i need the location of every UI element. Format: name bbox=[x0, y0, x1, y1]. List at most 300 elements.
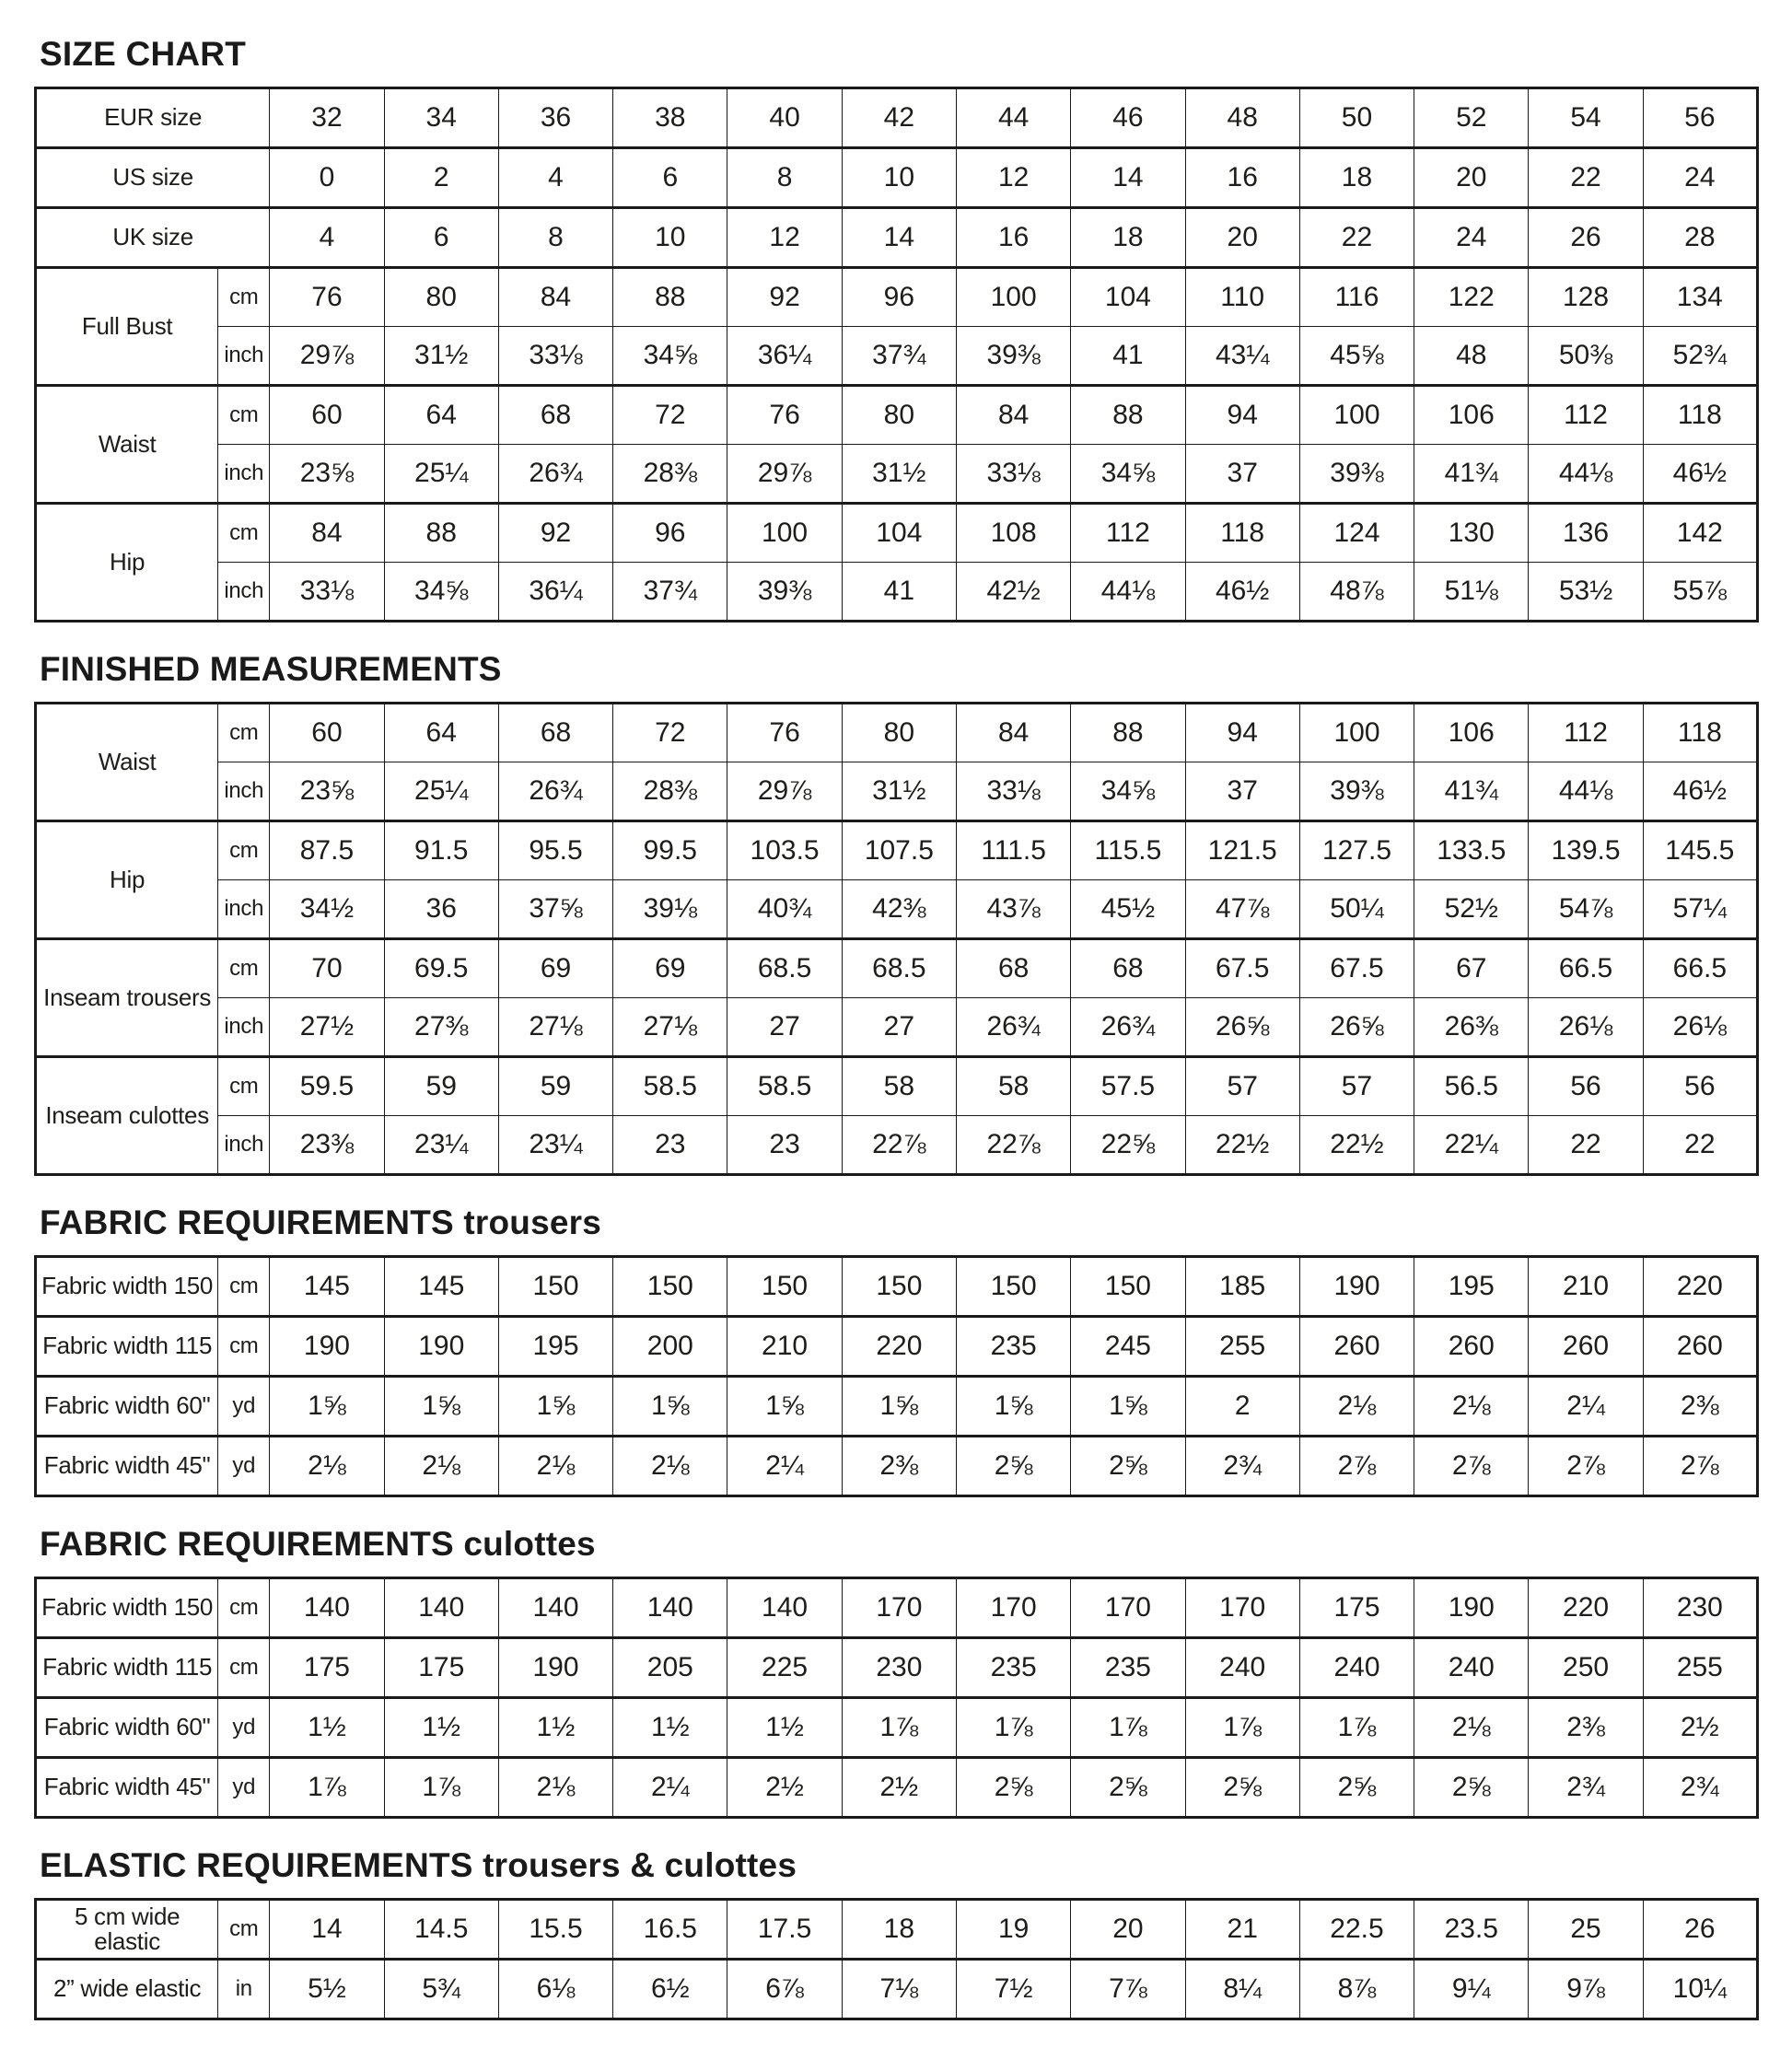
row-label: 2” wide elastic bbox=[36, 1960, 218, 2019]
value-cell: 26¾ bbox=[957, 998, 1071, 1057]
value-cell: 240 bbox=[1185, 1638, 1299, 1698]
measurement-table bbox=[34, 702, 1759, 1176]
measurement-table bbox=[34, 87, 1759, 623]
value-cell: 1⅞ bbox=[957, 1698, 1071, 1758]
value-cell: 260 bbox=[1529, 1317, 1643, 1377]
value-cell: 2¼ bbox=[727, 1437, 842, 1496]
value-cell: 170 bbox=[1071, 1578, 1185, 1638]
value-cell: 150 bbox=[613, 1257, 727, 1317]
value-cell: 22⅞ bbox=[842, 1116, 956, 1175]
value-cell: 107.5 bbox=[842, 821, 956, 880]
value-cell: 16.5 bbox=[613, 1900, 727, 1960]
value-cell: 100 bbox=[727, 504, 842, 563]
unit-label: inch bbox=[218, 880, 270, 939]
value-cell: 103.5 bbox=[727, 821, 842, 880]
value-cell: 26¾ bbox=[498, 445, 612, 504]
value-cell: 26 bbox=[1643, 1900, 1757, 1960]
value-cell: 20 bbox=[1071, 1900, 1185, 1960]
value-cell: 34⅝ bbox=[1071, 762, 1185, 821]
value-cell: 23.5 bbox=[1414, 1900, 1529, 1960]
value-cell: 104 bbox=[1071, 268, 1185, 327]
value-cell: 28 bbox=[1643, 208, 1757, 268]
value-cell: 5½ bbox=[270, 1960, 384, 2019]
value-cell: 42½ bbox=[957, 563, 1071, 622]
value-cell: 25¼ bbox=[384, 762, 498, 821]
value-cell: 27½ bbox=[270, 998, 384, 1057]
value-cell: 45½ bbox=[1071, 880, 1185, 939]
row-label: Fabric width 150 bbox=[36, 1257, 218, 1317]
value-cell: 2⅛ bbox=[384, 1437, 498, 1496]
value-cell: 44 bbox=[957, 88, 1071, 148]
table-row bbox=[36, 821, 1758, 880]
value-cell: 45⅝ bbox=[1299, 327, 1414, 386]
value-cell: 68.5 bbox=[842, 939, 956, 998]
value-cell: 170 bbox=[1185, 1578, 1299, 1638]
value-cell: 23¼ bbox=[498, 1116, 612, 1175]
value-cell: 50¼ bbox=[1299, 880, 1414, 939]
value-cell: 58.5 bbox=[727, 1057, 842, 1116]
value-cell: 41 bbox=[1071, 327, 1185, 386]
value-cell: 2⅜ bbox=[1643, 1377, 1757, 1437]
value-cell: 190 bbox=[384, 1317, 498, 1377]
value-cell: 27⅛ bbox=[498, 998, 612, 1057]
value-cell: 190 bbox=[1299, 1257, 1414, 1317]
section bbox=[34, 1204, 1759, 1497]
value-cell: 2⅛ bbox=[498, 1758, 612, 1818]
value-cell: 2⅛ bbox=[1414, 1698, 1529, 1758]
value-cell: 12 bbox=[957, 148, 1071, 208]
value-cell: 220 bbox=[1529, 1578, 1643, 1638]
value-cell: 69 bbox=[498, 939, 612, 998]
value-cell: 1⅝ bbox=[498, 1377, 612, 1437]
value-cell: 72 bbox=[613, 704, 727, 762]
value-cell: 230 bbox=[842, 1638, 956, 1698]
row-label: Inseam trousers bbox=[36, 939, 218, 1057]
unit-label: inch bbox=[218, 445, 270, 504]
value-cell: 128 bbox=[1529, 268, 1643, 327]
value-cell: 112 bbox=[1529, 386, 1643, 445]
value-cell: 69 bbox=[613, 939, 727, 998]
value-cell: 2¾ bbox=[1529, 1758, 1643, 1818]
value-cell: 99.5 bbox=[613, 821, 727, 880]
value-cell: 14.5 bbox=[384, 1900, 498, 1960]
value-cell: 76 bbox=[727, 386, 842, 445]
value-cell: 140 bbox=[384, 1578, 498, 1638]
value-cell: 250 bbox=[1529, 1638, 1643, 1698]
value-cell: 142 bbox=[1643, 504, 1757, 563]
value-cell: 10 bbox=[842, 148, 956, 208]
value-cell: 43⅞ bbox=[957, 880, 1071, 939]
value-cell: 91.5 bbox=[384, 821, 498, 880]
value-cell: 22⅞ bbox=[957, 1116, 1071, 1175]
value-cell: 39⅜ bbox=[1299, 762, 1414, 821]
value-cell: 14 bbox=[1071, 148, 1185, 208]
table-row bbox=[36, 939, 1758, 998]
value-cell: 4 bbox=[270, 208, 384, 268]
value-cell: 235 bbox=[957, 1317, 1071, 1377]
value-cell: 175 bbox=[1299, 1578, 1414, 1638]
value-cell: 2⅝ bbox=[1185, 1758, 1299, 1818]
unit-label: cm bbox=[218, 1900, 270, 1960]
value-cell: 26¾ bbox=[498, 762, 612, 821]
value-cell: 124 bbox=[1299, 504, 1414, 563]
value-cell: 58.5 bbox=[613, 1057, 727, 1116]
value-cell: 140 bbox=[613, 1578, 727, 1638]
value-cell: 50 bbox=[1299, 88, 1414, 148]
section-title: ELASTIC REQUIREMENTS trousers & culottes bbox=[40, 1846, 797, 1884]
value-cell: 8⅞ bbox=[1299, 1960, 1414, 2019]
value-cell: 68 bbox=[498, 386, 612, 445]
unit-label: cm bbox=[218, 939, 270, 998]
table-row bbox=[36, 880, 1758, 939]
value-cell: 80 bbox=[384, 268, 498, 327]
unit-label: inch bbox=[218, 762, 270, 821]
value-cell: 112 bbox=[1071, 504, 1185, 563]
unit-label: yd bbox=[218, 1698, 270, 1758]
value-cell: 6⅛ bbox=[498, 1960, 612, 2019]
value-cell: 51⅛ bbox=[1414, 563, 1529, 622]
value-cell: 2⅞ bbox=[1643, 1437, 1757, 1496]
value-cell: 67.5 bbox=[1299, 939, 1414, 998]
value-cell: 21 bbox=[1185, 1900, 1299, 1960]
value-cell: 2½ bbox=[842, 1758, 956, 1818]
unit-label: cm bbox=[218, 504, 270, 563]
value-cell: 2⅝ bbox=[957, 1758, 1071, 1818]
unit-label: cm bbox=[218, 821, 270, 880]
unit-label: cm bbox=[218, 1317, 270, 1377]
value-cell: 17.5 bbox=[727, 1900, 842, 1960]
value-cell: 70 bbox=[270, 939, 384, 998]
unit-label: inch bbox=[218, 998, 270, 1057]
value-cell: 92 bbox=[727, 268, 842, 327]
value-cell: 59.5 bbox=[270, 1057, 384, 1116]
value-cell: 118 bbox=[1643, 386, 1757, 445]
value-cell: 64 bbox=[384, 386, 498, 445]
value-cell: 32 bbox=[270, 88, 384, 148]
value-cell: 6 bbox=[384, 208, 498, 268]
value-cell: 26⅝ bbox=[1299, 998, 1414, 1057]
value-cell: 2⅝ bbox=[1071, 1758, 1185, 1818]
value-cell: 53½ bbox=[1529, 563, 1643, 622]
value-cell: 36 bbox=[498, 88, 612, 148]
row-label: Fabric width 60" bbox=[36, 1377, 218, 1437]
value-cell: 150 bbox=[1071, 1257, 1185, 1317]
value-cell: 22½ bbox=[1299, 1116, 1414, 1175]
value-cell: 52 bbox=[1414, 88, 1529, 148]
value-cell: 72 bbox=[613, 386, 727, 445]
value-cell: 2⅞ bbox=[1529, 1437, 1643, 1496]
value-cell: 96 bbox=[613, 504, 727, 563]
value-cell: 31½ bbox=[842, 445, 956, 504]
value-cell: 1⅞ bbox=[1185, 1698, 1299, 1758]
table-row bbox=[36, 327, 1758, 386]
table-row bbox=[36, 386, 1758, 445]
row-label: Waist bbox=[36, 386, 218, 504]
value-cell: 260 bbox=[1414, 1317, 1529, 1377]
table-row bbox=[36, 563, 1758, 622]
value-cell: 40¾ bbox=[727, 880, 842, 939]
value-cell: 44⅛ bbox=[1071, 563, 1185, 622]
value-cell: 1½ bbox=[613, 1698, 727, 1758]
value-cell: 100 bbox=[1299, 386, 1414, 445]
value-cell: 255 bbox=[1185, 1317, 1299, 1377]
value-cell: 67.5 bbox=[1185, 939, 1299, 998]
value-cell: 80 bbox=[842, 386, 956, 445]
unit-label: cm bbox=[218, 1638, 270, 1698]
value-cell: 84 bbox=[270, 504, 384, 563]
value-cell: 47⅞ bbox=[1185, 880, 1299, 939]
value-cell: 25 bbox=[1529, 1900, 1643, 1960]
value-cell: 42 bbox=[842, 88, 956, 148]
unit-label: cm bbox=[218, 704, 270, 762]
value-cell: 52½ bbox=[1414, 880, 1529, 939]
value-cell: 6⅞ bbox=[727, 1960, 842, 2019]
value-cell: 27⅛ bbox=[613, 998, 727, 1057]
unit-label: yd bbox=[218, 1758, 270, 1818]
value-cell: 0 bbox=[270, 148, 384, 208]
value-cell: 108 bbox=[957, 504, 1071, 563]
value-cell: 28⅜ bbox=[613, 762, 727, 821]
value-cell: 195 bbox=[498, 1317, 612, 1377]
value-cell: 23⅝ bbox=[270, 445, 384, 504]
unit-label: cm bbox=[218, 1257, 270, 1317]
value-cell: 190 bbox=[498, 1638, 612, 1698]
section-title: FABRIC REQUIREMENTS trousers bbox=[40, 1204, 602, 1241]
table-row bbox=[36, 268, 1758, 327]
value-cell: 1⅝ bbox=[727, 1377, 842, 1437]
table-row bbox=[36, 1257, 1758, 1317]
value-cell: 34½ bbox=[270, 880, 384, 939]
value-cell: 240 bbox=[1414, 1638, 1529, 1698]
value-cell: 22 bbox=[1529, 1116, 1643, 1175]
value-cell: 57 bbox=[1185, 1057, 1299, 1116]
value-cell: 33⅛ bbox=[498, 327, 612, 386]
value-cell: 29⅞ bbox=[270, 327, 384, 386]
value-cell: 2⅝ bbox=[957, 1437, 1071, 1496]
value-cell: 23¼ bbox=[384, 1116, 498, 1175]
value-cell: 118 bbox=[1643, 704, 1757, 762]
value-cell: 58 bbox=[957, 1057, 1071, 1116]
value-cell: 57 bbox=[1299, 1057, 1414, 1116]
value-cell: 7½ bbox=[957, 1960, 1071, 2019]
value-cell: 1⅞ bbox=[842, 1698, 956, 1758]
value-cell: 96 bbox=[842, 268, 956, 327]
value-cell: 88 bbox=[1071, 704, 1185, 762]
row-label: Fabric width 150 bbox=[36, 1578, 218, 1638]
row-label: Inseam culottes bbox=[36, 1057, 218, 1175]
measurement-table bbox=[34, 1898, 1759, 2020]
value-cell: 130 bbox=[1414, 504, 1529, 563]
value-cell: 150 bbox=[727, 1257, 842, 1317]
value-cell: 66.5 bbox=[1643, 939, 1757, 998]
row-label: US size bbox=[36, 148, 270, 208]
value-cell: 20 bbox=[1185, 208, 1299, 268]
value-cell: 2 bbox=[1185, 1377, 1299, 1437]
value-cell: 2⅛ bbox=[498, 1437, 612, 1496]
value-cell: 33⅛ bbox=[270, 563, 384, 622]
row-label: Fabric width 115 bbox=[36, 1638, 218, 1698]
value-cell: 41¾ bbox=[1414, 762, 1529, 821]
unit-label: in bbox=[218, 1960, 270, 2019]
value-cell: 33⅛ bbox=[957, 762, 1071, 821]
value-cell: 235 bbox=[957, 1638, 1071, 1698]
value-cell: 95.5 bbox=[498, 821, 612, 880]
value-cell: 84 bbox=[957, 704, 1071, 762]
value-cell: 31½ bbox=[384, 327, 498, 386]
value-cell: 24 bbox=[1643, 148, 1757, 208]
value-cell: 140 bbox=[727, 1578, 842, 1638]
value-cell: 48⅞ bbox=[1299, 563, 1414, 622]
value-cell: 150 bbox=[842, 1257, 956, 1317]
value-cell: 58 bbox=[842, 1057, 956, 1116]
value-cell: 26¾ bbox=[1071, 998, 1185, 1057]
value-cell: 27 bbox=[842, 998, 956, 1057]
value-cell: 37¾ bbox=[613, 563, 727, 622]
table-row bbox=[36, 998, 1758, 1057]
value-cell: 175 bbox=[384, 1638, 498, 1698]
value-cell: 60 bbox=[270, 704, 384, 762]
value-cell: 15.5 bbox=[498, 1900, 612, 1960]
value-cell: 220 bbox=[1643, 1257, 1757, 1317]
value-cell: 170 bbox=[842, 1578, 956, 1638]
value-cell: 48 bbox=[1185, 88, 1299, 148]
row-label: 5 cm wide elastic bbox=[36, 1900, 218, 1960]
value-cell: 59 bbox=[384, 1057, 498, 1116]
value-cell: 6 bbox=[613, 148, 727, 208]
value-cell: 80 bbox=[842, 704, 956, 762]
value-cell: 36¼ bbox=[727, 327, 842, 386]
value-cell: 14 bbox=[842, 208, 956, 268]
table-row bbox=[36, 1758, 1758, 1818]
value-cell: 37 bbox=[1185, 445, 1299, 504]
value-cell: 46½ bbox=[1643, 445, 1757, 504]
value-cell: 205 bbox=[613, 1638, 727, 1698]
value-cell: 10 bbox=[613, 208, 727, 268]
value-cell: 56 bbox=[1643, 1057, 1757, 1116]
table-row bbox=[36, 1960, 1758, 2019]
value-cell: 42⅜ bbox=[842, 880, 956, 939]
table-row bbox=[36, 88, 1758, 148]
value-cell: 7⅛ bbox=[842, 1960, 956, 2019]
value-cell: 44⅛ bbox=[1529, 445, 1643, 504]
value-cell: 9⅞ bbox=[1529, 1960, 1643, 2019]
value-cell: 56 bbox=[1643, 88, 1757, 148]
value-cell: 8 bbox=[498, 208, 612, 268]
value-cell: 210 bbox=[727, 1317, 842, 1377]
value-cell: 2⅝ bbox=[1071, 1437, 1185, 1496]
value-cell: 68 bbox=[957, 939, 1071, 998]
table-row bbox=[36, 1437, 1758, 1496]
table-row bbox=[36, 762, 1758, 821]
value-cell: 1½ bbox=[727, 1698, 842, 1758]
unit-label: yd bbox=[218, 1377, 270, 1437]
value-cell: 22⅝ bbox=[1071, 1116, 1185, 1175]
section bbox=[34, 35, 1759, 623]
value-cell: 1½ bbox=[384, 1698, 498, 1758]
value-cell: 133.5 bbox=[1414, 821, 1529, 880]
value-cell: 41¾ bbox=[1414, 445, 1529, 504]
table-row bbox=[36, 148, 1758, 208]
value-cell: 240 bbox=[1299, 1638, 1414, 1698]
value-cell: 127.5 bbox=[1299, 821, 1414, 880]
section-title: FINISHED MEASUREMENTS bbox=[40, 650, 502, 688]
value-cell: 122 bbox=[1414, 268, 1529, 327]
value-cell: 94 bbox=[1185, 704, 1299, 762]
value-cell: 50⅜ bbox=[1529, 327, 1643, 386]
value-cell: 25¼ bbox=[384, 445, 498, 504]
value-cell: 22 bbox=[1529, 148, 1643, 208]
value-cell: 23 bbox=[613, 1116, 727, 1175]
table-row bbox=[36, 1698, 1758, 1758]
value-cell: 1⅞ bbox=[1071, 1698, 1185, 1758]
value-cell: 66.5 bbox=[1529, 939, 1643, 998]
value-cell: 210 bbox=[1529, 1257, 1643, 1317]
value-cell: 18 bbox=[1299, 148, 1414, 208]
value-cell: 54 bbox=[1529, 88, 1643, 148]
value-cell: 111.5 bbox=[957, 821, 1071, 880]
value-cell: 29⅞ bbox=[727, 445, 842, 504]
value-cell: 2¼ bbox=[613, 1758, 727, 1818]
unit-label: cm bbox=[218, 1578, 270, 1638]
value-cell: 145.5 bbox=[1643, 821, 1757, 880]
value-cell: 27⅜ bbox=[384, 998, 498, 1057]
unit-label: inch bbox=[218, 563, 270, 622]
value-cell: 92 bbox=[498, 504, 612, 563]
value-cell: 2⅞ bbox=[1414, 1437, 1529, 1496]
value-cell: 220 bbox=[842, 1317, 956, 1377]
value-cell: 2¾ bbox=[1185, 1437, 1299, 1496]
value-cell: 69.5 bbox=[384, 939, 498, 998]
value-cell: 2⅝ bbox=[1414, 1758, 1529, 1818]
value-cell: 4 bbox=[498, 148, 612, 208]
value-cell: 18 bbox=[1071, 208, 1185, 268]
value-cell: 22 bbox=[1643, 1116, 1757, 1175]
value-cell: 1⅝ bbox=[384, 1377, 498, 1437]
value-cell: 22¼ bbox=[1414, 1116, 1529, 1175]
value-cell: 134 bbox=[1643, 268, 1757, 327]
table-row bbox=[36, 1638, 1758, 1698]
table-row bbox=[36, 1578, 1758, 1638]
value-cell: 26⅛ bbox=[1643, 998, 1757, 1057]
value-cell: 76 bbox=[270, 268, 384, 327]
value-cell: 34⅝ bbox=[384, 563, 498, 622]
value-cell: 29⅞ bbox=[727, 762, 842, 821]
table-row bbox=[36, 208, 1758, 268]
value-cell: 104 bbox=[842, 504, 956, 563]
value-cell: 140 bbox=[270, 1578, 384, 1638]
section-title: SIZE CHART bbox=[40, 35, 246, 73]
value-cell: 100 bbox=[957, 268, 1071, 327]
value-cell: 14 bbox=[270, 1900, 384, 1960]
value-cell: 23 bbox=[727, 1116, 842, 1175]
value-cell: 8¼ bbox=[1185, 1960, 1299, 2019]
value-cell: 36 bbox=[384, 880, 498, 939]
value-cell: 1⅝ bbox=[270, 1377, 384, 1437]
value-cell: 150 bbox=[498, 1257, 612, 1317]
value-cell: 12 bbox=[727, 208, 842, 268]
value-cell: 185 bbox=[1185, 1257, 1299, 1317]
value-cell: 2⅜ bbox=[842, 1437, 956, 1496]
measurement-table bbox=[34, 1577, 1759, 1819]
value-cell: 26⅜ bbox=[1414, 998, 1529, 1057]
value-cell: 60 bbox=[270, 386, 384, 445]
value-cell: 145 bbox=[270, 1257, 384, 1317]
section bbox=[34, 1525, 1759, 1819]
unit-label: yd bbox=[218, 1437, 270, 1496]
value-cell: 87.5 bbox=[270, 821, 384, 880]
value-cell: 68.5 bbox=[727, 939, 842, 998]
row-label: Fabric width 115 bbox=[36, 1317, 218, 1377]
